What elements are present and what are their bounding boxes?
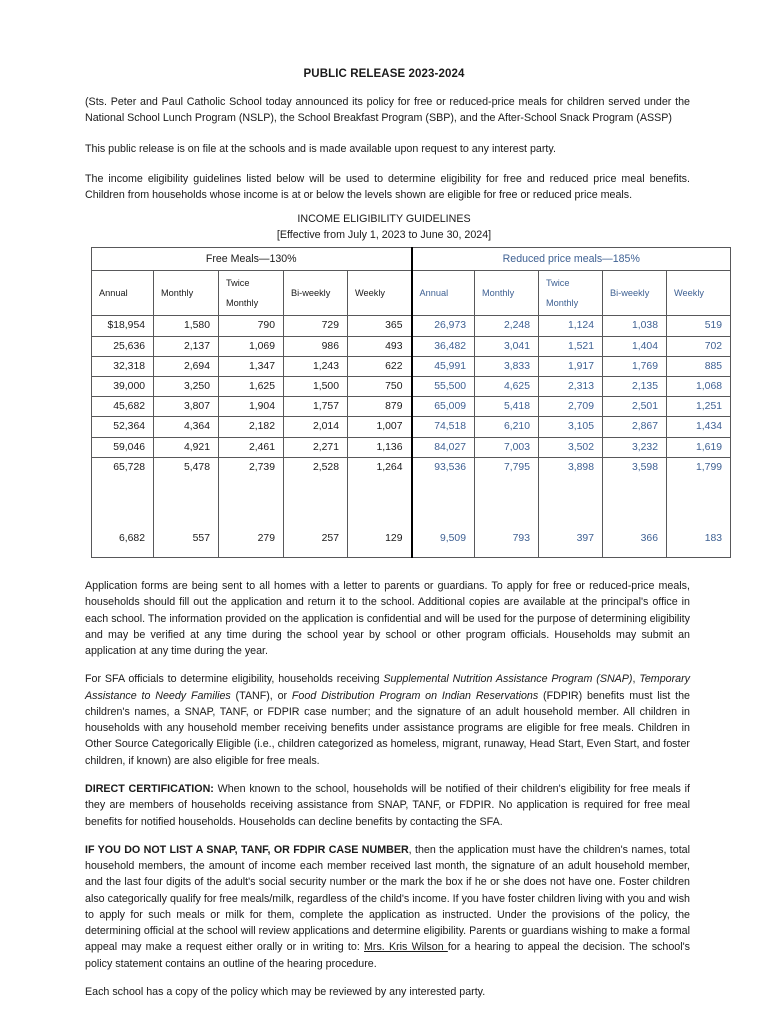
table-cell: 1,007 xyxy=(348,417,412,437)
table-row xyxy=(92,377,731,397)
table-cell: 1,069 xyxy=(219,336,284,356)
table-cell: 84,027 xyxy=(412,437,475,457)
table-cell: 557 xyxy=(154,521,219,558)
table-cell: 6,210 xyxy=(475,417,539,437)
table-cell: 1,404 xyxy=(603,336,667,356)
table-cell: 3,041 xyxy=(475,336,539,356)
guidelines-paragraph: The income eligibility guidelines listed below will be used to determine eligibility for free and reduced price meal benefits. Children from households whose income is at or below the levels shown are eligible for free or reduced price meals. xyxy=(85,172,690,202)
closing-paragraph: Each school has a copy of the policy which may be reviewed by any interested party. xyxy=(85,985,486,998)
table-cell: 32,318 xyxy=(92,356,154,376)
table-cell: 1,799 xyxy=(667,457,731,477)
table-cell: 793 xyxy=(475,521,539,558)
table-cell: 2,709 xyxy=(539,397,603,417)
table-cell: 55,500 xyxy=(412,377,475,397)
sfa-eligibility-paragraph xyxy=(0,671,768,769)
sfa-text-part4: (FDPIR) benefits must list the children's names, a SNAP, TANF, or FDPIR case number; and the signature of an adult household member. All children in households with any household member receiving benefits under assistance programs are eligible for free meals. Children in Other Source Categorically Eligible (i.e., children categorized as homeless, migrant, runaway, Head Start, Even Start, and foster children, if known) are also eligible for free meals. xyxy=(85,689,690,767)
group-header-reduced-price-meals: Reduced price meals—185% xyxy=(412,248,731,271)
table-cell: 1,434 xyxy=(667,417,731,437)
table-cell: 2,137 xyxy=(154,336,219,356)
table-cell: 1,580 xyxy=(154,316,219,336)
table-row xyxy=(92,356,731,376)
table-cell: 2,461 xyxy=(219,437,284,457)
table-cell: 2,248 xyxy=(475,316,539,336)
table-cell: 183 xyxy=(667,521,731,558)
table-group-header-row xyxy=(92,248,731,271)
table-cell: 7,003 xyxy=(475,437,539,457)
table-cell: 52,364 xyxy=(92,417,154,437)
table-cell: 1,243 xyxy=(284,356,348,376)
table-cell: 1,625 xyxy=(219,377,284,397)
table-spacer-row xyxy=(92,477,731,521)
table-row xyxy=(92,397,731,417)
case-number-text-2: for a hearing to appeal the decision. The school's policy statement contains an outline of the hearing procedure. xyxy=(85,941,690,970)
table-cell: 65,009 xyxy=(412,397,475,417)
table-cell: 3,250 xyxy=(154,377,219,397)
table-body xyxy=(92,316,731,558)
table-cell: 2,694 xyxy=(154,356,219,376)
page-title: PUBLIC RELEASE 2023-2024 xyxy=(303,68,465,80)
table-cell: 2,501 xyxy=(603,397,667,417)
sfa-text-part3: (TANF), or xyxy=(230,689,292,702)
table-cell: 6,682 xyxy=(92,521,154,558)
table-spacer-cell xyxy=(154,477,219,521)
appeal-contact-name: Mrs. Kris Wilson xyxy=(364,941,448,954)
column-header-free-twice-monthly-line2: Monthly xyxy=(226,297,259,308)
table-cell: 1,521 xyxy=(539,336,603,356)
table-cell: 3,833 xyxy=(475,356,539,376)
table-cell: 4,625 xyxy=(475,377,539,397)
sfa-text-part1: For SFA officials to determine eligibility, households receiving xyxy=(85,673,384,686)
table-cell: 45,991 xyxy=(412,356,475,376)
column-header-free-twice-monthly xyxy=(219,271,284,316)
column-header-free-weekly: Weekly xyxy=(348,271,412,316)
table-cell: 4,921 xyxy=(154,437,219,457)
table-row xyxy=(92,417,731,437)
group-header-free-meals: Free Meals—130% xyxy=(92,248,412,271)
column-header-free-bi-weekly: Bi-weekly xyxy=(284,271,348,316)
table-cell: 885 xyxy=(667,356,731,376)
table-cell: 1,136 xyxy=(348,437,412,457)
table-cell: 3,807 xyxy=(154,397,219,417)
table-cell: 3,105 xyxy=(539,417,603,437)
table-cell: 1,347 xyxy=(219,356,284,376)
column-header-reduced-weekly: Weekly xyxy=(667,271,731,316)
table-cell: 74,518 xyxy=(412,417,475,437)
table-cell: 397 xyxy=(539,521,603,558)
table-cell: 365 xyxy=(348,316,412,336)
direct-certification-paragraph xyxy=(0,781,768,830)
sfa-italic-tanf: Temporary Assistance to Needy Families xyxy=(85,673,690,702)
table-cell: 1,068 xyxy=(667,377,731,397)
table-cell: 493 xyxy=(348,336,412,356)
table-cell: 519 xyxy=(667,316,731,336)
income-eligibility-table xyxy=(91,247,731,558)
table-spacer-cell xyxy=(412,477,475,521)
table-cell: 257 xyxy=(284,521,348,558)
table-cell: 1,769 xyxy=(603,356,667,376)
table-cell: 790 xyxy=(219,316,284,336)
table-cell: 45,682 xyxy=(92,397,154,417)
table-cell: 36,482 xyxy=(412,336,475,356)
table-cell: 129 xyxy=(348,521,412,558)
table-cell: 7,795 xyxy=(475,457,539,477)
table-spacer-cell xyxy=(667,477,731,521)
table-cell: 3,502 xyxy=(539,437,603,457)
table-spacer-cell xyxy=(539,477,603,521)
table-cell: 59,046 xyxy=(92,437,154,457)
table-cell: 366 xyxy=(603,521,667,558)
table-cell: 3,898 xyxy=(539,457,603,477)
table-cell: 1,757 xyxy=(284,397,348,417)
application-forms-paragraph: Application forms are being sent to all homes with a letter to parents or guardians. To apply for free or reduced-price meals, households should fill out the application and return it to the school. Additional copies are available at the principal's office in each school. The information provided on the application is confidential and will be used for the purpose of determining eligibility and may be verified at any time during the school year by school or other program officials. Households may submit an application at any time during the year. xyxy=(85,580,690,658)
column-header-free-monthly: Monthly xyxy=(154,271,219,316)
table-cell: 1,264 xyxy=(348,457,412,477)
table-cell: 2,313 xyxy=(539,377,603,397)
table-cell: $18,954 xyxy=(92,316,154,336)
column-header-free-twice-monthly-line1: Twice xyxy=(226,277,250,288)
table-cell: 5,478 xyxy=(154,457,219,477)
table-cell: 3,598 xyxy=(603,457,667,477)
table-cell: 879 xyxy=(348,397,412,417)
table-cell: 1,619 xyxy=(667,437,731,457)
table-cell: 2,135 xyxy=(603,377,667,397)
table-spacer-cell xyxy=(348,477,412,521)
table-column-header-row xyxy=(92,271,731,316)
column-header-reduced-twice-monthly-line2: Monthly xyxy=(546,297,579,308)
case-number-text-1: , then the application must have the children's names, total household members, the amount of income each member received last month, the signature of an adult household member, and the last four digits of the adult's social security number or the mark the box if he or she does not have one. Foster children also categorically qualify for free meals/milk, regardless of the child's income. If you have foster children living with you and wish to apply for such meals or milk for them, complete the application as instructed. Under the provisions of the policy, the determining official at the school will review applications and determine eligibility. Parents or guardians wishing to make a formal appeal may make a request either orally or in writing to: xyxy=(85,843,690,954)
case-number-label: IF YOU DO NOT LIST A SNAP, TANF, OR FDPIR CASE NUMBER xyxy=(85,843,409,856)
table-row xyxy=(92,336,731,356)
table-cell: 9,509 xyxy=(412,521,475,558)
table-cell: 2,014 xyxy=(284,417,348,437)
direct-certification-text: When known to the school, households will be notified of their children's eligibility for free meals if they are members of households receiving assistance from SNAP, TANF, or FDPIR. No application is required for free meal benefits for notified households. Households can decline benefits by contacting the SFA. xyxy=(85,782,691,828)
table-spacer-cell xyxy=(219,477,284,521)
intro-paragraph: (Sts. Peter and Paul Catholic School today announced its policy for free or reduced-price meals for children served under the National School Lunch Program (NSLP), the School Breakfast Program (SBP), and the After-School Snack Program (ASSP) xyxy=(85,96,690,125)
table-spacer-cell xyxy=(92,477,154,521)
table-cell: 702 xyxy=(667,336,731,356)
table-cell: 729 xyxy=(284,316,348,336)
table-heading: INCOME ELIGIBILITY GUIDELINES xyxy=(297,213,471,226)
table-cell: 3,232 xyxy=(603,437,667,457)
table-cell: 986 xyxy=(284,336,348,356)
table-cell: 1,038 xyxy=(603,316,667,336)
income-eligibility-table-wrapper xyxy=(0,243,768,558)
table-cell: 93,536 xyxy=(412,457,475,477)
table-row-additional-member xyxy=(92,521,731,558)
table-cell: 2,528 xyxy=(284,457,348,477)
column-header-reduced-bi-weekly: Bi-weekly xyxy=(603,271,667,316)
table-cell: 1,251 xyxy=(667,397,731,417)
table-spacer-cell xyxy=(284,477,348,521)
table-cell: 2,271 xyxy=(284,437,348,457)
table-cell: 2,867 xyxy=(603,417,667,437)
table-row xyxy=(92,316,731,336)
table-cell: 750 xyxy=(348,377,412,397)
column-header-reduced-monthly: Monthly xyxy=(475,271,539,316)
table-spacer-cell xyxy=(603,477,667,521)
table-effective-dates: [Effective from July 1, 2023 to June 30, 2024] xyxy=(276,229,492,242)
table-cell: 622 xyxy=(348,356,412,376)
table-row xyxy=(92,457,731,477)
file-availability-paragraph: This public release is on file at the schools and is made available upon request to any interest party. xyxy=(85,142,556,155)
sfa-text-part2: , xyxy=(632,673,640,686)
column-header-free-annual: Annual xyxy=(92,271,154,316)
table-cell: 2,739 xyxy=(219,457,284,477)
direct-certification-label: DIRECT CERTIFICATION: xyxy=(85,782,214,795)
column-header-reduced-annual: Annual xyxy=(412,271,475,316)
table-cell: 39,000 xyxy=(92,377,154,397)
table-spacer-cell xyxy=(475,477,539,521)
table-cell: 4,364 xyxy=(154,417,219,437)
table-cell: 1,124 xyxy=(539,316,603,336)
table-cell: 1,904 xyxy=(219,397,284,417)
column-header-reduced-twice-monthly-line1: Twice xyxy=(546,277,570,288)
table-cell: 25,636 xyxy=(92,336,154,356)
table-cell: 1,917 xyxy=(539,356,603,376)
table-cell: 2,182 xyxy=(219,417,284,437)
table-cell: 26,973 xyxy=(412,316,475,336)
table-row xyxy=(92,437,731,457)
sfa-italic-snap: Supplemental Nutrition Assistance Program (SNAP) xyxy=(383,673,633,686)
column-header-reduced-twice-monthly xyxy=(539,271,603,316)
table-cell: 1,500 xyxy=(284,377,348,397)
case-number-paragraph xyxy=(0,842,768,972)
table-cell: 279 xyxy=(219,521,284,558)
sfa-italic-fdpir: Food Distribution Program on Indian Reservations xyxy=(291,689,539,702)
table-cell: 65,728 xyxy=(92,457,154,477)
table-cell: 5,418 xyxy=(475,397,539,417)
